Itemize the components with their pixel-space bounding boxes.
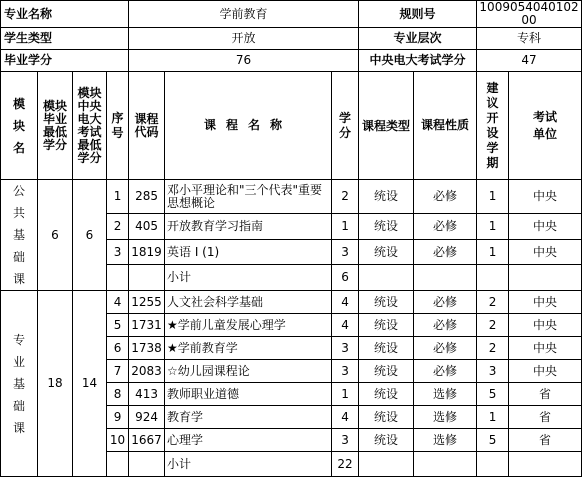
course-seq: 4: [107, 291, 129, 314]
subtotal-value: 22: [332, 452, 359, 477]
module-central-min: 14: [73, 291, 107, 477]
meta-row-credits: [1, 50, 582, 72]
header-module: 模块名: [1, 72, 38, 180]
course-semester: 1: [477, 239, 509, 265]
course-credit: 4: [332, 291, 359, 314]
header-seq: 序号: [107, 72, 129, 180]
course-type: 统设: [359, 214, 414, 240]
course-semester: 5: [477, 429, 509, 452]
header-course-type: 课程类型: [359, 72, 414, 180]
course-nature: 选修: [414, 429, 477, 452]
course-semester: 2: [477, 314, 509, 337]
header-row: [1, 72, 582, 180]
course-type: 统设: [359, 360, 414, 383]
course-unit: 中央: [509, 360, 582, 383]
course-unit: 省: [509, 429, 582, 452]
course-type: 统设: [359, 314, 414, 337]
course-nature: 选修: [414, 383, 477, 406]
course-unit: 中央: [509, 314, 582, 337]
course-credit: 3: [332, 337, 359, 360]
course-nature: 必修: [414, 180, 477, 214]
course-name: 教育学: [165, 406, 332, 429]
course-unit: 中央: [509, 239, 582, 265]
course-seq: 8: [107, 383, 129, 406]
course-unit: 省: [509, 406, 582, 429]
course-seq: 7: [107, 360, 129, 383]
course-type: 统设: [359, 429, 414, 452]
course-type: 统设: [359, 337, 414, 360]
course-type: 统设: [359, 383, 414, 406]
module-min-credit: 6: [38, 180, 73, 291]
table-row: [1, 180, 582, 214]
header-code: 课程代码: [129, 72, 165, 180]
level-value: 专科: [477, 28, 582, 50]
course-name: ☆幼儿园课程论: [165, 360, 332, 383]
course-code: 1731: [129, 314, 165, 337]
course-code: 1667: [129, 429, 165, 452]
course-seq: 9: [107, 406, 129, 429]
course-seq: 5: [107, 314, 129, 337]
course-semester: 2: [477, 337, 509, 360]
course-nature: 必修: [414, 214, 477, 240]
central-credit-label: 中央电大考试学分: [359, 50, 477, 72]
header-course-nature: 课程性质: [414, 72, 477, 180]
course-semester: 5: [477, 383, 509, 406]
course-nature: 必修: [414, 239, 477, 265]
course-semester: 2: [477, 291, 509, 314]
course-credit: 1: [332, 383, 359, 406]
course-code: 1255: [129, 291, 165, 314]
course-semester: 1: [477, 214, 509, 240]
course-seq: 3: [107, 239, 129, 265]
course-semester: 1: [477, 180, 509, 214]
rule-label: 规则号: [359, 1, 477, 28]
level-label: 专业层次: [359, 28, 477, 50]
student-type-value: 开放: [129, 28, 359, 50]
header-exam-unit: 考试单位: [509, 72, 582, 180]
course-name: 教师职业道德: [165, 383, 332, 406]
table-row: [1, 291, 582, 314]
rule-value: 100905404010200: [477, 1, 582, 28]
major-label: 专业名称: [1, 1, 129, 28]
course-name: 邓小平理论和"三个代表"重要思想概论: [165, 180, 332, 214]
course-credit: 3: [332, 360, 359, 383]
module-central-min: 6: [73, 180, 107, 291]
course-semester: 3: [477, 360, 509, 383]
course-name: 心理学: [165, 429, 332, 452]
course-type: 统设: [359, 291, 414, 314]
course-seq: 6: [107, 337, 129, 360]
header-central-min: 模块中央电大考试最低学分: [73, 72, 107, 180]
header-semester: 建议开设学期: [477, 72, 509, 180]
course-code: 1819: [129, 239, 165, 265]
course-semester: 1: [477, 406, 509, 429]
course-code: 413: [129, 383, 165, 406]
course-code: 2083: [129, 360, 165, 383]
course-unit: 中央: [509, 291, 582, 314]
course-nature: 必修: [414, 314, 477, 337]
course-name: ★学前儿童发展心理学: [165, 314, 332, 337]
grad-credit-label: 毕业学分: [1, 50, 129, 72]
course-code: 405: [129, 214, 165, 240]
course-credit: 3: [332, 429, 359, 452]
course-nature: 必修: [414, 291, 477, 314]
course-seq: 2: [107, 214, 129, 240]
course-nature: 选修: [414, 406, 477, 429]
course-credit: 1: [332, 214, 359, 240]
course-type: 统设: [359, 239, 414, 265]
header-module-min: 模块毕业最低学分: [38, 72, 73, 180]
central-credit-value: 47: [477, 50, 582, 72]
subtotal-label: 小计: [165, 452, 332, 477]
course-credit: 2: [332, 180, 359, 214]
course-code: 285: [129, 180, 165, 214]
course-unit: 中央: [509, 337, 582, 360]
meta-row-major: [1, 1, 582, 28]
course-unit: 中央: [509, 214, 582, 240]
module-min-credit: 18: [38, 291, 73, 477]
header-credit: 学分: [332, 72, 359, 180]
course-name: 人文社会科学基础: [165, 291, 332, 314]
course-type: 统设: [359, 406, 414, 429]
course-unit: 省: [509, 383, 582, 406]
course-seq: 10: [107, 429, 129, 452]
major-value: 学前教育: [129, 1, 359, 28]
course-seq: 1: [107, 180, 129, 214]
course-nature: 必修: [414, 337, 477, 360]
module-name: 专业基础课: [1, 291, 38, 477]
course-nature: 必修: [414, 360, 477, 383]
course-name: 英语 I (1): [165, 239, 332, 265]
subtotal-value: 6: [332, 265, 359, 291]
course-name: 开放教育学习指南: [165, 214, 332, 240]
header-course-name: 课程名称: [165, 72, 332, 180]
subtotal-label: 小计: [165, 265, 332, 291]
course-credit: 4: [332, 314, 359, 337]
course-credit: 4: [332, 406, 359, 429]
grad-credit-value: 76: [129, 50, 359, 72]
course-unit: 中央: [509, 180, 582, 214]
course-code: 924: [129, 406, 165, 429]
course-type: 统设: [359, 180, 414, 214]
student-type-label: 学生类型: [1, 28, 129, 50]
meta-row-type: [1, 28, 582, 50]
course-name: ★学前教育学: [165, 337, 332, 360]
module-name: 公共基础课: [1, 180, 38, 291]
course-credit: 3: [332, 239, 359, 265]
course-code: 1738: [129, 337, 165, 360]
